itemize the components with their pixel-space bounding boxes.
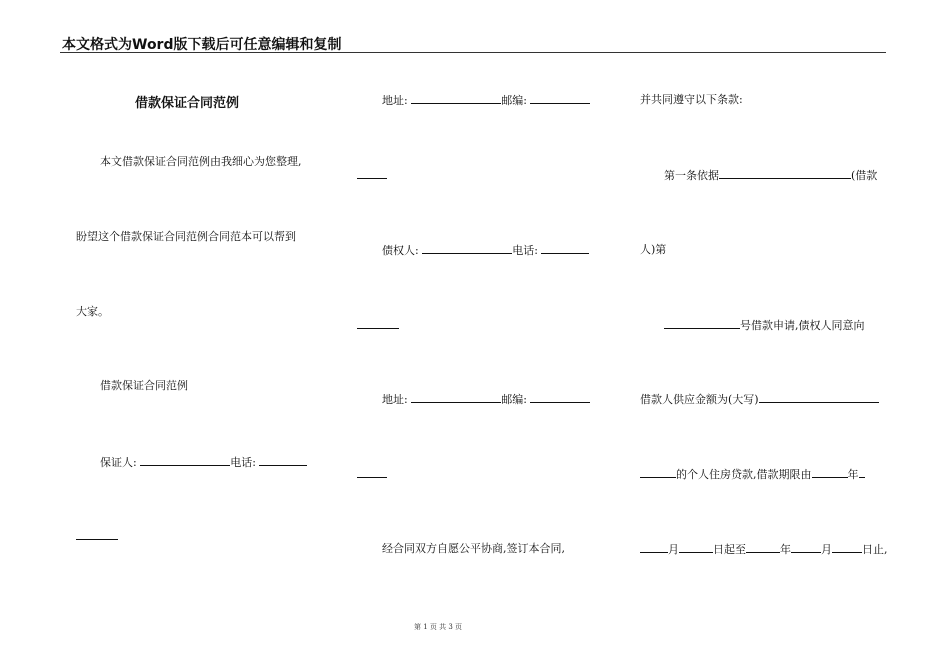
contract-subtitle: 借款保证合同范例 — [100, 379, 188, 392]
intro-line-3: 大家。 — [76, 305, 109, 318]
end-month-label: 月 — [821, 543, 832, 556]
guarantor-line — [100, 455, 307, 470]
article-1-blank — [719, 168, 851, 179]
header-divider — [60, 52, 886, 53]
loan-term-line — [640, 467, 865, 482]
agreement-text: 经合同双方自愿公平协商,签订本合同, — [382, 542, 565, 555]
application-number-blank — [664, 318, 740, 329]
end-day-blank — [832, 542, 862, 553]
postcode-blank — [530, 93, 590, 104]
article-1-prefix: 第一条依据 — [664, 169, 719, 182]
guarantor-phone-blank — [259, 455, 307, 466]
document-title: 借款保证合同范例 — [135, 96, 240, 111]
end-day-label: 日止, — [862, 543, 888, 556]
start-month-blank — [640, 542, 668, 553]
creditor-blank-continued — [357, 328, 399, 329]
article-1-line-2: 人)第 — [640, 243, 667, 256]
article-1-line — [664, 168, 877, 183]
address-label: 地址: — [382, 94, 408, 107]
end-year-label: 年 — [780, 543, 791, 556]
address-blank-2-continued — [357, 477, 387, 478]
postcode-blank-2 — [530, 392, 590, 403]
amount-blank-continued — [640, 467, 676, 478]
postcode-label: 邮编: — [501, 94, 527, 107]
creditor-address-line — [382, 392, 590, 407]
guarantor-blank-continued — [76, 539, 118, 540]
start-month-label: 月 — [668, 543, 679, 556]
address-blank-2 — [411, 392, 501, 403]
loan-amount-label: 借款人供应金额为(大写) — [640, 393, 759, 406]
guarantor-address-line — [382, 93, 590, 108]
creditor-phone-blank — [541, 243, 589, 254]
loan-term-text: 的个人住房贷款,借款期限由 — [676, 468, 812, 481]
creditor-phone-label: 电话: — [512, 244, 538, 257]
start-year-tail-blank — [859, 467, 865, 478]
article-1-suffix: (借款 — [851, 169, 878, 182]
address-label-2: 地址: — [382, 393, 408, 406]
guarantor-phone-label: 电话: — [230, 456, 256, 469]
intro-line-1: 本文借款保证合同范例由我细心为您整理, — [100, 155, 302, 168]
document-header-title: 本文格式为Word版下载后可任意编辑和复制 — [62, 37, 342, 53]
postcode-label-2: 邮编: — [501, 393, 527, 406]
loan-period-line — [640, 542, 888, 557]
end-month-blank — [791, 542, 821, 553]
guarantor-blank — [140, 455, 230, 466]
address-blank-continued — [357, 178, 387, 179]
page-number: 第 1 页 共 3 页 — [414, 623, 463, 631]
loan-amount-line — [640, 392, 879, 407]
guarantor-label: 保证人: — [100, 456, 137, 469]
start-year-label: 年 — [847, 468, 859, 481]
creditor-label: 债权人: — [382, 244, 419, 257]
start-day-blank — [679, 542, 713, 553]
article-1-line-3 — [664, 318, 865, 333]
intro-line-2: 盼望这个借款保证合同范例合同范本可以帮到 — [76, 230, 296, 243]
terms-intro: 并共同遵守以下条款: — [640, 93, 743, 106]
address-blank — [411, 93, 501, 104]
end-year-blank — [746, 542, 780, 553]
start-year-blank — [812, 467, 848, 478]
loan-amount-blank — [759, 392, 879, 403]
start-day-label: 日起至 — [713, 543, 746, 556]
application-suffix: 号借款申请,债权人同意向 — [740, 319, 865, 332]
creditor-blank — [422, 243, 512, 254]
creditor-line — [382, 243, 589, 258]
